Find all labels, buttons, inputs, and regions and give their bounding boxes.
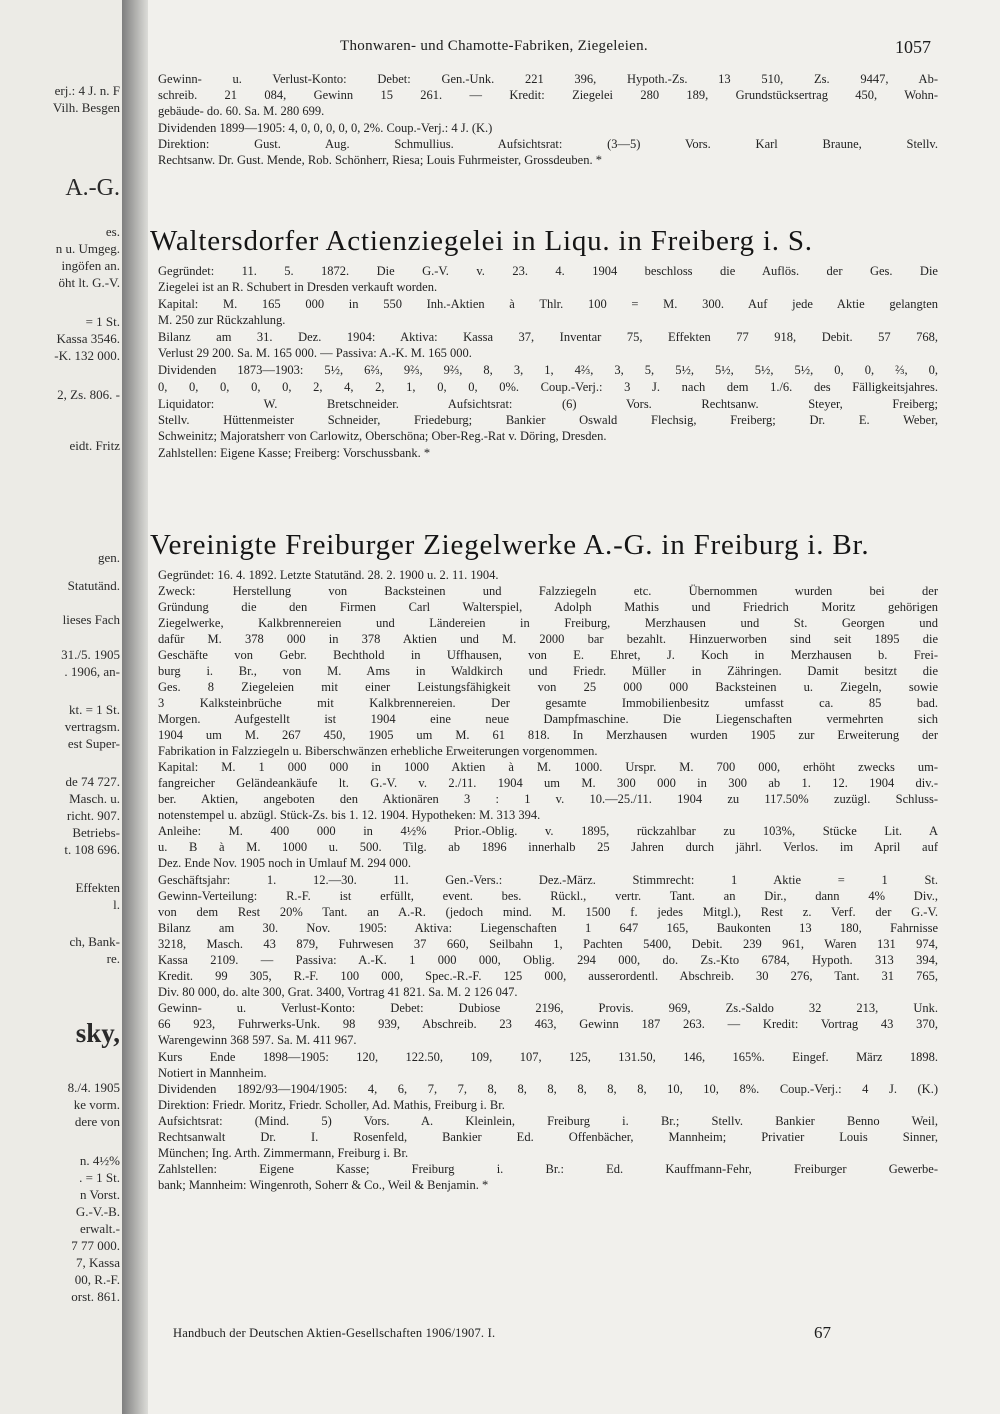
- text-line: Zahlstellen: Eigene Kasse; Freiburg i. Br.: Ed. Kauffmann-Fehr, Freiburger Gewerbe-: [158, 1162, 938, 1176]
- previous-column: [0, 0, 122, 1414]
- left-line: . 1906, an-: [64, 664, 120, 679]
- left-line: A.-G.: [65, 175, 120, 201]
- text-line: Ges. 8 Ziegeleien mit einer Leistungsfähigkeit von 25 000 000 Backsteinen u. Ziegeln, sowie: [158, 680, 938, 694]
- left-line: l.: [113, 897, 120, 912]
- text-line: Rechtsanw. Dr. Gust. Mende, Rob. Schönherr, Riesa; Louis Fuhrmeister, Grossdeuben. *: [158, 153, 602, 167]
- text-line: schreib. 21 084, Gewinn 15 261. — Kredit: Ziegelei 280 189, Grundstücksertrag 450, Wohn-: [158, 88, 938, 102]
- footer-number: 67: [814, 1323, 831, 1342]
- left-line: G.-V.-B.: [75, 1204, 120, 1219]
- text-line: Dez. Ende Nov. 1905 noch in Umlauf M. 294 000.: [158, 856, 411, 870]
- left-line: ch, Bank-: [69, 934, 120, 949]
- text-line: gebäude- do. 60. Sa. M. 280 699.: [158, 104, 325, 118]
- left-line: kt. = 1 St.: [68, 702, 120, 717]
- text-line: Bilanz am 30. Nov. 1905: Aktiva: Liegenschaften 1 647 165, Baukonten 13 180, Fahrnisse: [158, 921, 938, 935]
- left-line: orst. 861.: [71, 1289, 120, 1304]
- left-line: 00, R.-F.: [74, 1272, 120, 1287]
- text-line: Fabrikation in Falzziegeln u. Biberschwänzen erhebliche Erweiterungen vorgenommen.: [158, 744, 598, 758]
- left-line: Vilh. Besgen: [52, 100, 120, 115]
- text-line: notenstempel u. abzügl. Stück-Zs. bis 1. 12. 1904. Hypotheken: M. 313 394.: [158, 808, 541, 822]
- text-line: Geschäftsjahr: 1. 12.—30. 11. Gen.-Vers.: Dez.-März. Stimmrecht: 1 Aktie = 1 St.: [158, 873, 938, 887]
- left-line: sky,: [75, 1018, 120, 1048]
- text-line: Gegründet: 11. 5. 1872. Die G.-V. v. 23. 4. 1904 beschloss die Auflös. der Ges. Die: [158, 264, 938, 278]
- left-line: Kassa 3546.: [56, 331, 120, 346]
- text-line: u. B à M. 1000 u. 500. Tilg. ab 1896 innerhalb 25 Jahren durch jährl. Verlos. im April auf: [158, 840, 938, 854]
- book-gutter-shadow: [122, 0, 148, 1414]
- text-line: von dem Rest 20% Tant. an A.-R. (jedoch mind. M. 1500 f. jedes Mitgl.), Rest z. Verf. der G.-V.: [158, 905, 938, 919]
- left-line: 8./4. 1905: [67, 1080, 120, 1095]
- left-line: n u. Umgeg.: [55, 241, 120, 256]
- left-line: . = 1 St.: [79, 1170, 120, 1185]
- text-line: 66 923, Fuhrwerks-Unk. 98 939, Abschreib. 23 463, Gewinn 187 263. — Kredit: Vortrag 43 370,: [158, 1017, 938, 1031]
- left-line: es.: [105, 224, 120, 239]
- left-line: n Vorst.: [80, 1187, 120, 1202]
- text-line: Direktion: Friedr. Moritz, Friedr. Scholler, Ad. Mathis, Freiburg i. Br.: [158, 1098, 505, 1112]
- left-line: vertragsm.: [64, 719, 120, 734]
- left-line: Effekten: [75, 880, 120, 895]
- text-line: Morgen. Aufgestellt ist 1904 eine neue Dampfmaschine. Die Liegenschaften vermehrten sich: [158, 712, 938, 726]
- text-line: Dividenden 1899—1905: 4, 0, 0, 0, 0, 0, 2%. Coup.-Verj.: 4 J. (K.): [158, 121, 493, 135]
- text-line: ber. Aktien, angeboten den Aktionären 3 : 1 v. 10.—25./11. 1904 zu 117.50% zuzügl. Schluss-: [158, 792, 938, 806]
- left-line: ingöfen an.: [61, 258, 120, 273]
- left-line: -K. 132 000.: [54, 348, 120, 363]
- left-line: = 1 St.: [85, 314, 120, 329]
- text-line: 3218, Masch. 43 879, Fuhrwesen 37 660, Seilbahn 1, Pachten 5400, Debit. 239 961, Waren 131 974,: [158, 937, 938, 951]
- left-line: n. 4½%: [79, 1153, 120, 1168]
- text-line: Direktion: Gust. Aug. Schmullius. Aufsichtsrat: (3—5) Vors. Karl Braune, Stellv.: [158, 137, 938, 151]
- text-line: Stellv. Hüttenmeister Schneider, Friedeburg; Bankier Oswald Flechsig, Freiberg; Dr. E. Weber,: [158, 413, 938, 427]
- text-line: Kapital: M. 165 000 in 550 Inh.-Aktien à Thlr. 100 = M. 300. Auf jede Aktie gelangten: [158, 297, 938, 311]
- left-line: Masch. u.: [69, 791, 120, 806]
- page-running-title: Thonwaren- und Chamotte-Fabriken, Ziegeleien.: [340, 38, 648, 54]
- text-line: Kapital: M. 1 000 000 in 1000 Aktien à M. 1000. Urspr. M. 700 000, erhöht zwecks um-: [158, 760, 938, 774]
- text-line: burg i. Br., von M. Ams in Waldkirch und Friedr. Müller in Zähringen. Damit besitzt die: [158, 664, 938, 678]
- left-line: t. 108 696.: [64, 842, 120, 857]
- left-line: re.: [106, 951, 120, 966]
- text-line: Gewinn- u. Verlust-Konto: Debet: Gen.-Unk. 221 396, Hypoth.-Zs. 13 510, Zs. 9447, Ab-: [158, 72, 938, 86]
- company-title: Vereinigte Freiburger Ziegelwerke A.-G. in Freiburg i. Br.: [150, 529, 870, 561]
- page-number: 1057: [895, 37, 931, 57]
- text-line: Dividenden 1892/93—1904/1905: 4, 6, 7, 7, 8, 8, 8, 8, 8, 8, 10, 10, 8%. Coup.-Verj.: 4 J. (K.): [158, 1082, 938, 1096]
- text-line: Aufsichtsrat: (Mind. 5) Vors. A. Kleinlein, Freiburg i. Br.; Stellv. Bankier Benno Weil,: [158, 1114, 938, 1128]
- left-line: erwalt.-: [79, 1221, 120, 1236]
- text-line: Kassa 2109. — Passiva: A.-K. 1 000 000, Oblig. 294 000, do. Zs.-Kto 6784, Hypoth. 313 394,: [158, 953, 938, 967]
- text-line: Gewinn-Verteilung: R.-F. ist erfüllt, event. bes. Rückl., vertr. Tant. an Dir., dann 4% Div.,: [158, 889, 938, 903]
- text-line: Liquidator: W. Bretschneider. Aufsichtsrat: (6) Vors. Rechtsanw. Steyer, Freiberg;: [158, 397, 938, 411]
- text-line: Zahlstellen: Eigene Kasse; Freiberg: Vorschussbank. *: [158, 446, 431, 460]
- text-line: 3 Kalksteinbrüche mit Kalkbrennereien. Der gesamte Immobilienbesitz umfasst ca. 85 bad.: [158, 696, 938, 710]
- text-line: Bilanz am 31. Dez. 1904: Aktiva: Kassa 37, Inventar 75, Effekten 77 918, Debit. 57 768,: [158, 330, 938, 344]
- left-line: eidt. Fritz: [69, 438, 120, 453]
- text-line: Ziegelwerke, Kalkbrennereien und Ländereien in Freiburg, Merzhausen und St. Georgen und: [158, 616, 938, 630]
- left-line: öht lt. G.-V.: [58, 275, 120, 290]
- text-line: Geschäfte von Gebr. Bechthold in Uffhausen, von E. Ehret, J. Koch in Merzhausen b. Frei-: [158, 648, 938, 662]
- left-line: Statutänd.: [67, 578, 120, 593]
- text-line: Gründung die den Firmen Carl Walterspiel, Adolph Mathis und Friedrich Moritz gehörigen: [158, 600, 938, 614]
- left-line: est Super-: [67, 736, 120, 751]
- left-line: 7 77 000.: [71, 1238, 120, 1253]
- left-line: dere von: [74, 1114, 120, 1129]
- text-line: Ziegelei ist an R. Schubert in Dresden verkauft worden.: [158, 280, 438, 294]
- text-line: Zweck: Herstellung von Backsteinen und Falzziegeln etc. Übernommen wurden bei der: [158, 584, 938, 598]
- text-line: M. 250 zur Rückzahlung.: [158, 313, 286, 327]
- left-line: erj.: 4 J. n. F: [54, 83, 120, 98]
- left-line: ke vorm.: [73, 1097, 120, 1112]
- text-line: Schweinitz; Majoratsherr von Carlowitz, Oberschöna; Ober-Reg.-Rat v. Döring, Dresden.: [158, 429, 607, 443]
- left-line: 7, Kassa: [75, 1255, 120, 1270]
- left-line: Betriebs-: [72, 825, 120, 840]
- text-line: dafür M. 378 000 in 378 Aktien und M. 2000 bar bezahlt. Hinzuerworben sind seit 1895 die: [158, 632, 938, 646]
- text-line: Verlust 29 200. Sa. M. 165 000. — Passiva: A.-K. M. 165 000.: [158, 346, 472, 360]
- text-line: 1904 um M. 267 450, 1905 um M. 61 818. In Merzhausen wurden 1905 zur Erweiterung der: [158, 728, 938, 742]
- company-title: Waltersdorfer Actienziegelei in Liqu. in Freiberg i. S.: [150, 225, 813, 257]
- left-line: richt. 907.: [66, 808, 120, 823]
- text-line: Gegründet: 16. 4. 1892. Letzte Statutänd. 28. 2. 1900 u. 2. 11. 1904.: [158, 568, 499, 582]
- text-line: Kredit. 99 305, R.-F. 100 000, Spec.-R.-F. 125 000, ausserordentl. Abschreib. 30 276, Tant. 31 765,: [158, 969, 938, 983]
- text-line: Warengewinn 368 597. Sa. M. 411 967.: [158, 1033, 357, 1047]
- text-line: Div. 80 000, do. alte 300, Grat. 3400, Vortrag 41 821. Sa. M. 2 126 047.: [158, 985, 518, 999]
- text-line: Gewinn- u. Verlust-Konto: Debet: Dubiose 2196, Provis. 969, Zs.-Saldo 32 213, Unk.: [158, 1001, 938, 1015]
- text-line: Dividenden 1873—1903: 5½, 6⅔, 9⅔, 9⅔, 8, 3, 1, 4⅔, 3, 5, 5½, 5½, 5½, 5½, 0, 0, ⅔, 0,: [158, 363, 938, 377]
- page-footer: Handbuch der Deutschen Aktien-Gesellschaften 1906/1907. I.: [173, 1326, 496, 1340]
- text-line: München; Ing. Arth. Zimmermann, Freiburg i. Br.: [158, 1146, 409, 1160]
- text-line: fangreicher Geländeankäufe lt. G.-V. v. 2./11. 1904 um M. 300 000 in 300 ab 1. 12. 1904 div.-: [158, 776, 938, 790]
- left-line: gen.: [97, 550, 120, 565]
- left-line: 31./5. 1905: [61, 647, 120, 662]
- text-line: Kurs Ende 1898—1905: 120, 122.50, 109, 107, 125, 131.50, 146, 165%. Eingef. März 1898.: [158, 1050, 938, 1064]
- text-line: 0, 0, 0, 0, 0, 2, 4, 2, 1, 0, 0, 0%. Coup.-Verj.: 3 J. nach dem 1./6. des Fälligkeitsjahres.: [158, 380, 938, 394]
- text-line: Anleihe: M. 400 000 in 4½% Prior.-Oblig. v. 1895, rückzahlbar zu 103%, Stücke Lit. A: [158, 824, 938, 838]
- left-line: 2, Zs. 806. -: [57, 387, 120, 402]
- left-line: lieses Fach: [62, 612, 120, 627]
- text-line: Notiert in Mannheim.: [158, 1066, 267, 1080]
- text-line: Rechtsanwalt Dr. I. Rosenfeld, Bankier Ed. Offenbächer, Mannheim; Privatier Louis Sinner,: [158, 1130, 938, 1144]
- left-line: de 74 727.: [65, 774, 120, 789]
- text-line: bank; Mannheim: Wingenroth, Soherr & Co., Weil & Benjamin. *: [158, 1178, 489, 1192]
